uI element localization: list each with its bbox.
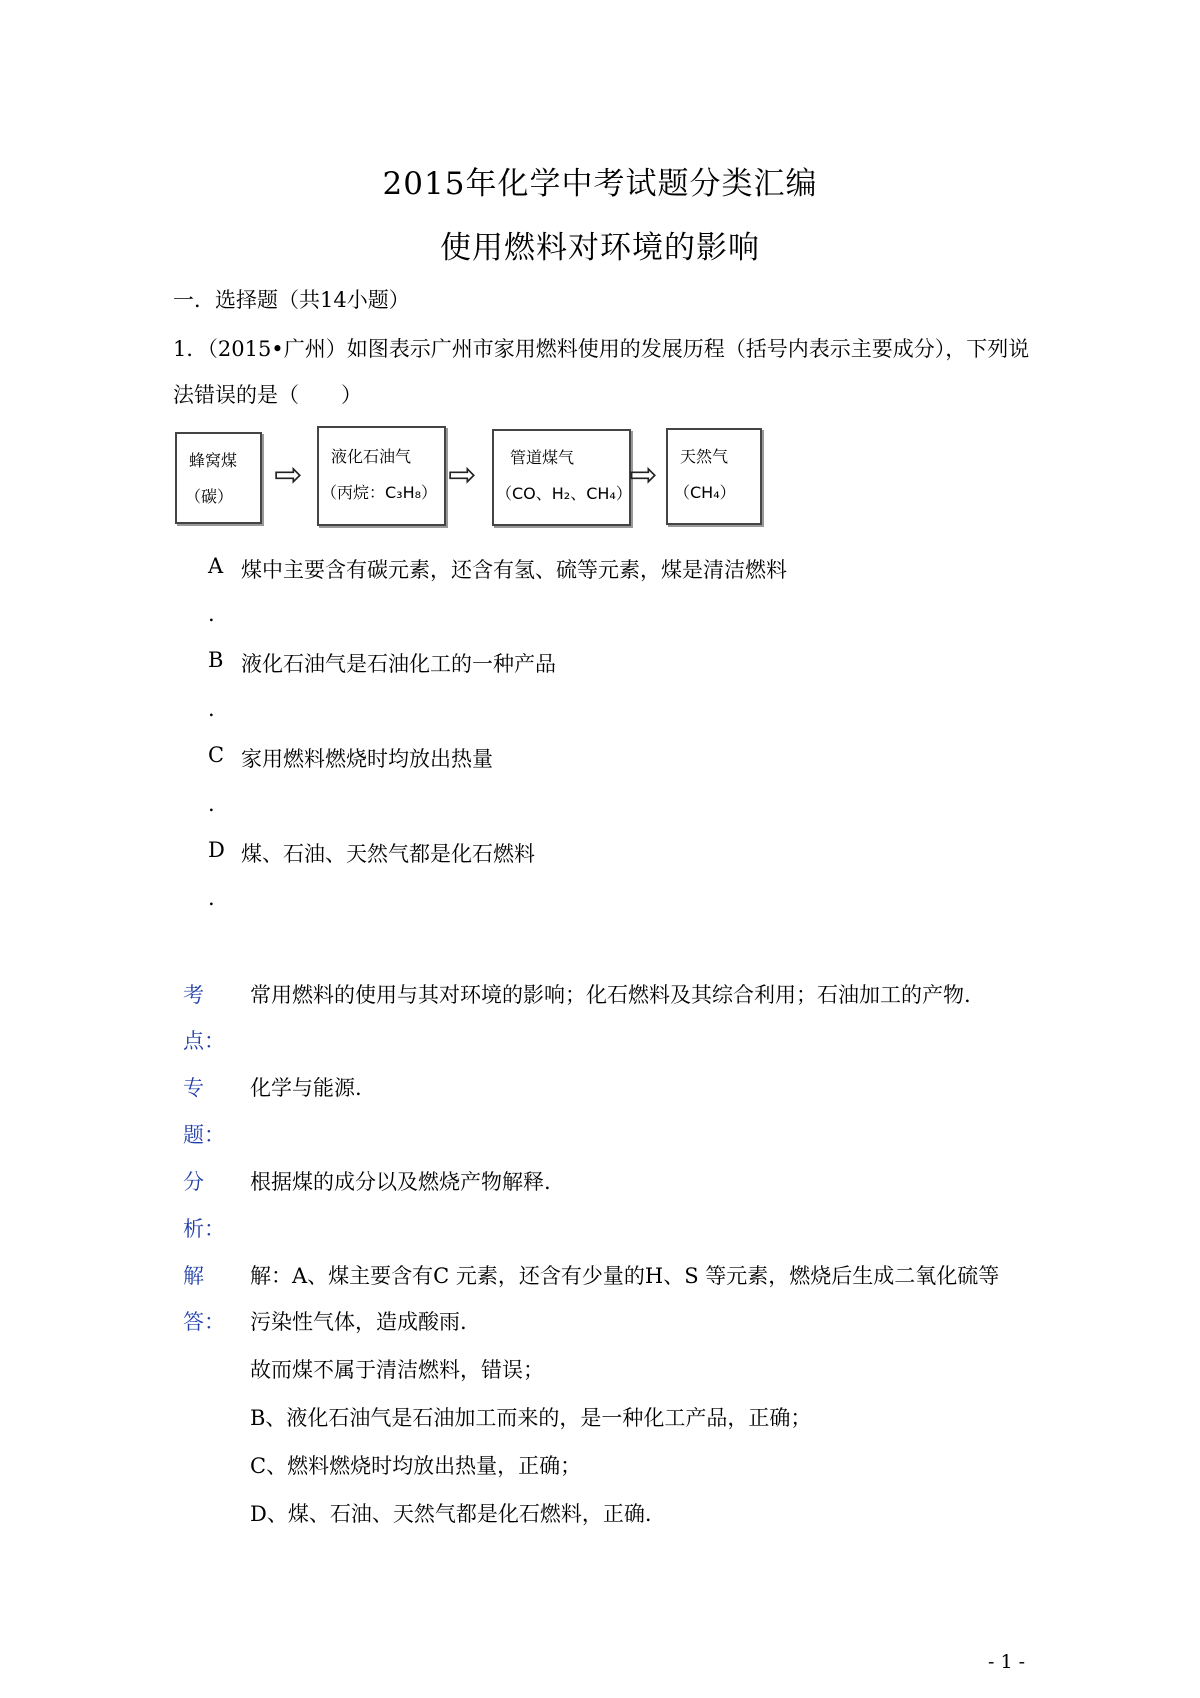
diagram-box-piped-gas-name: 管道煤气 xyxy=(510,448,575,467)
jieda-line-3: 故而煤不属于清洁燃料，错误； xyxy=(250,1358,544,1382)
diagram-box-lpg-name: 液化石油气 xyxy=(331,447,412,466)
option-c-dot: . xyxy=(208,792,215,816)
question-stem-line-1: 1．（2015•广州）如图表示广州市家用燃料使用的发展历程（括号内表示主要成分），下列说 xyxy=(173,337,1030,361)
diagram-box-lpg xyxy=(317,426,446,526)
jieda-line-6: D、煤、石油、天然气都是化石燃料，正确. xyxy=(250,1502,652,1526)
document-subtitle: 使用燃料对环境的影响 xyxy=(440,230,760,266)
section-heading: 一．选择题（共14小题） xyxy=(173,288,410,312)
option-a-dot: . xyxy=(208,602,215,626)
jieda-label-2: 答： xyxy=(183,1310,225,1334)
diagram-box-coal-name: 蜂窝煤 xyxy=(189,451,238,470)
document-title: 2015年化学中考试题分类汇编 xyxy=(382,166,818,202)
page-number: - 1 - xyxy=(988,1651,1026,1673)
question-stem-line-2: 法错误的是（ ） xyxy=(173,383,362,407)
kaodian-label-2: 点： xyxy=(183,1029,225,1053)
kaodian-text: 常用燃料的使用与其对环境的影响；化石燃料及其综合利用；石油加工的产物. xyxy=(250,983,971,1007)
diagram-box-piped-gas xyxy=(492,429,631,526)
option-a-letter: A xyxy=(208,554,224,578)
option-c-letter: C xyxy=(208,743,225,767)
option-b-text: 液化石油气是石油化工的一种产品 xyxy=(241,652,556,676)
zhuanti-label-2: 题： xyxy=(183,1123,225,1147)
jieda-line-4: B、液化石油气是石油加工而来的，是一种化工产品，正确； xyxy=(250,1406,812,1430)
zhuanti-text: 化学与能源. xyxy=(250,1076,362,1100)
fenxi-text: 根据煤的成分以及燃烧产物解释. xyxy=(250,1170,551,1194)
fenxi-label-1: 分 xyxy=(183,1170,204,1194)
option-c-text: 家用燃料燃烧时均放出热量 xyxy=(241,747,493,771)
jieda-line-5: C、燃料燃烧时均放出热量，正确； xyxy=(250,1454,582,1478)
diagram-box-coal xyxy=(175,432,262,524)
option-b-letter: B xyxy=(208,648,224,672)
diagram-box-lpg-component: （丙烷：C₃H₈） xyxy=(321,483,438,502)
diagram-arrow-1: ⇨ xyxy=(274,455,303,495)
diagram-box-piped-gas-component: （CO、H₂、CH₄） xyxy=(496,484,632,503)
option-a-text: 煤中主要含有碳元素，还含有氢、硫等元素，煤是清洁燃料 xyxy=(241,558,787,582)
option-d-dot: . xyxy=(208,886,215,910)
diagram-box-natural-gas xyxy=(666,428,762,525)
fenxi-label-2: 析： xyxy=(183,1217,225,1241)
option-d-letter: D xyxy=(208,838,225,862)
jieda-label-1: 解 xyxy=(183,1264,204,1288)
diagram-box-natural-gas-name: 天然气 xyxy=(680,447,729,466)
option-d-text: 煤、石油、天然气都是化石燃料 xyxy=(241,842,535,866)
jieda-line-2: 污染性气体，造成酸雨. xyxy=(250,1310,467,1334)
diagram-box-natural-gas-component: （CH₄） xyxy=(674,483,736,502)
option-b-dot: . xyxy=(208,697,215,721)
diagram-box-coal-component: （碳） xyxy=(185,487,234,506)
kaodian-label-1: 考 xyxy=(183,983,204,1007)
diagram-arrow-3: ⇨ xyxy=(629,455,658,495)
diagram-arrow-2: ⇨ xyxy=(448,455,477,495)
zhuanti-label-1: 专 xyxy=(183,1076,204,1100)
jieda-line-1: 解：A、煤主要含有C 元素，还含有少量的H、S 等元素，燃烧后生成二氧化硫等 xyxy=(250,1264,1000,1288)
